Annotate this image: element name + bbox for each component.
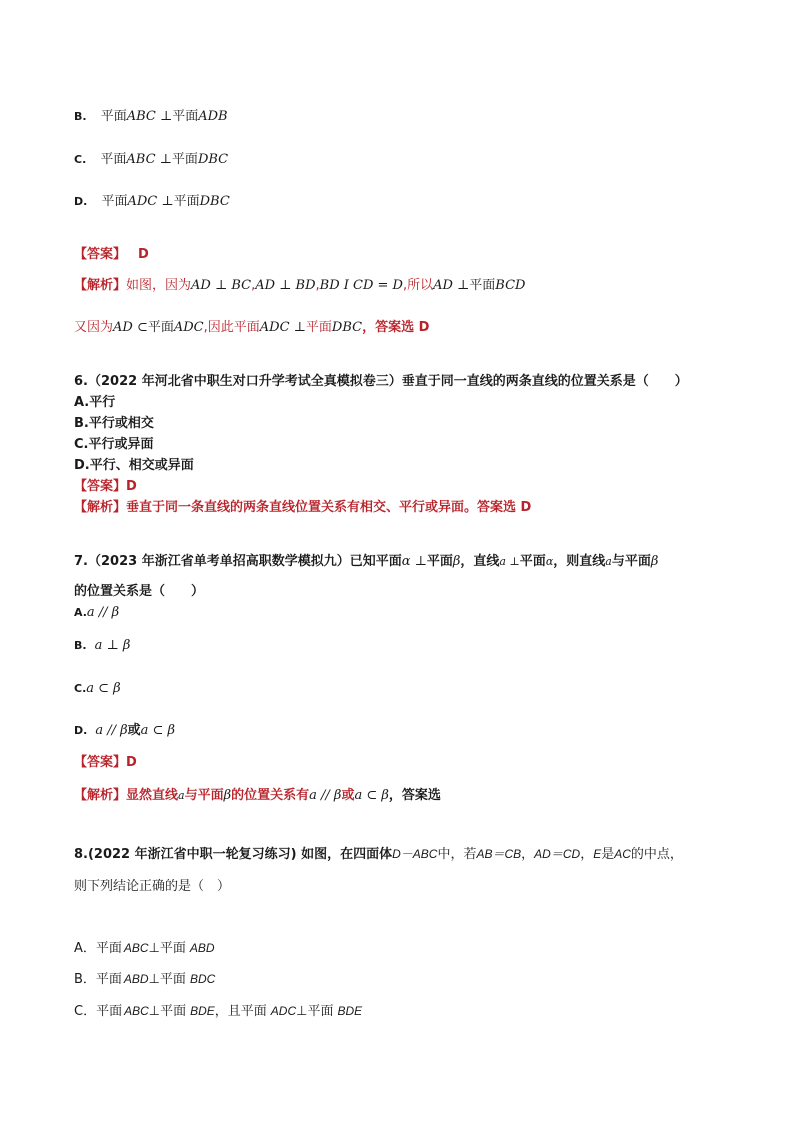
q8-option-b: B．平面 ABD⊥平面 BDC xyxy=(74,972,216,987)
q8-stem: 8.(2022 年浙江省中职一轮复习练习) 如图，在四面体D－ABC中，若AB＝CB，AD＝CD，E是AC的中点， xyxy=(74,847,683,862)
q7-option-c: C.a ⊂ β xyxy=(74,681,121,696)
q7-analysis: 【解析】显然直线a与平面β的位置关系有a // β或a ⊂ β，答案选 xyxy=(74,788,441,803)
q6-option-c: C.平行或异面 xyxy=(74,437,154,452)
q6-stem: 6.（2022 年河北省中职生对口升学考试全真模拟卷三）垂直于同一直线的两条直线的位置关系是（ ） xyxy=(74,374,688,389)
q7-option-d: D. a // β或a ⊂ β xyxy=(74,723,176,738)
analysis-line-2: 又因为AD ⊂平面ADC,因此平面ADC ⊥平面DBC，答案选 D xyxy=(74,320,430,335)
option-c: C. 平面ABC ⊥平面DBC xyxy=(74,152,229,167)
option-b: B. 平面ABC ⊥平面ADB xyxy=(74,109,228,124)
q6-answer: 【答案】D xyxy=(74,479,137,494)
option-d: D. 平面ADC ⊥平面DBC xyxy=(74,194,230,209)
answer-line: 【答案】 D xyxy=(74,247,149,262)
q6-option-d: D.平行、相交或异面 xyxy=(74,458,194,473)
q6-option-a: A.平行 xyxy=(74,395,116,410)
q7-option-a: A.a // β xyxy=(74,605,120,620)
q7-answer: 【答案】D xyxy=(74,755,137,770)
analysis-line: 【解析】如图，因为AD ⊥ BC,AD ⊥ BD,BD I CD = D,所以AD ⊥平面BCD xyxy=(74,278,526,293)
q7-option-b: B. a ⊥ β xyxy=(74,638,131,653)
q8-option-c: C．平面 ABC⊥平面 BDE，且平面 ADC⊥平面 BDE xyxy=(74,1004,363,1019)
q6-analysis: 【解析】垂直于同一条直线的两条直线位置关系有相交、平行或异面。答案选 D xyxy=(74,500,532,515)
q6-option-b: B.平行或相交 xyxy=(74,416,154,431)
q7-stem-line2: 的位置关系是（ ） xyxy=(74,584,205,599)
q8-stem-line2: 则下列结论正确的是（ ） xyxy=(74,879,231,894)
q7-stem: 7.（2023 年浙江省单考单招高职数学模拟九）已知平面α ⊥平面β，直线a ⊥平面α，则直线a与平面β xyxy=(74,554,659,569)
q8-option-a: A．平面 ABC⊥平面 ABD xyxy=(74,941,215,956)
